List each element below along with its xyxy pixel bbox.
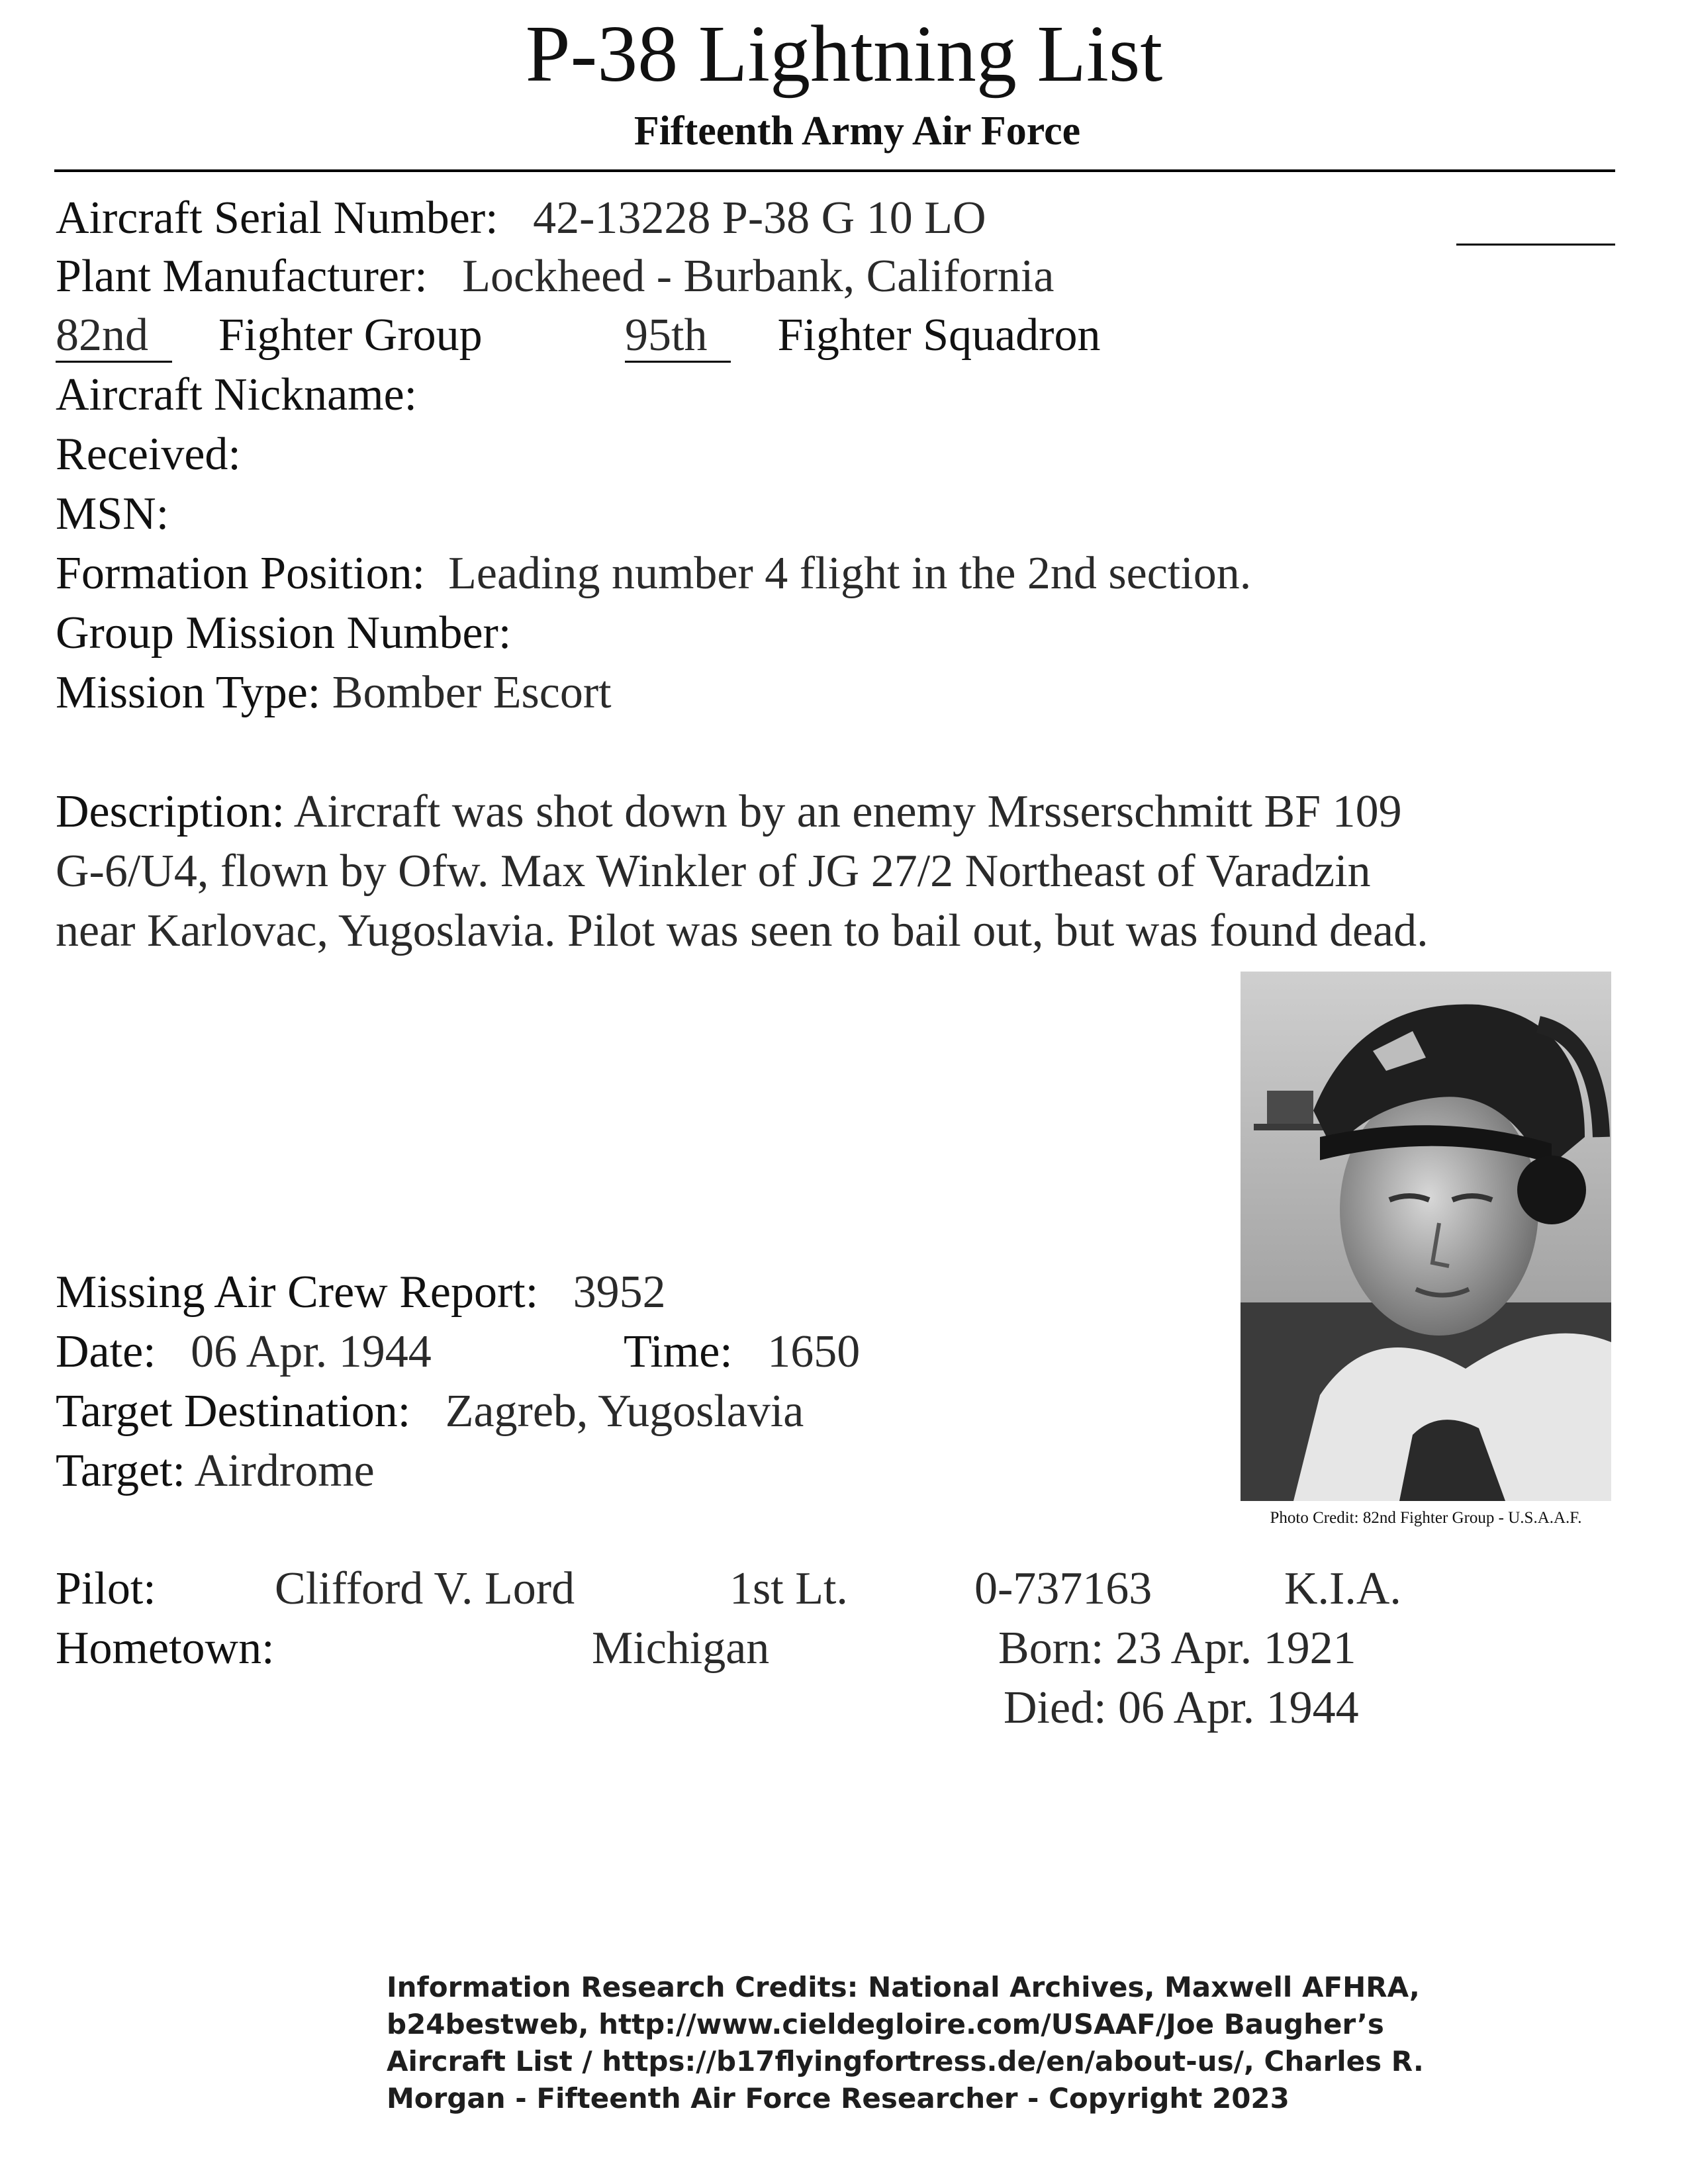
serial-row	[56, 189, 986, 248]
macr-row	[56, 1263, 666, 1322]
description-line-3: near Karlovac, Yugoslavia. Pilot was seen to bail out, but was found dead.	[56, 905, 1429, 956]
page-subtitle: Fifteenth Army Air Force	[633, 109, 1081, 154]
manufacturer-value: Lockheed - Burbank, California	[462, 251, 1055, 302]
description-line-2: G-6/U4, flown by Ofw. Max Winkler of JG 27/2 Northeast of Varadzin	[56, 846, 1371, 897]
target-value: Airdrome	[194, 1445, 375, 1496]
date-row	[56, 1322, 432, 1382]
pilot-photo	[1241, 972, 1611, 1501]
pilot-serial: 0-737163	[974, 1563, 1152, 1614]
pilot-rank: 1st Lt.	[729, 1563, 848, 1614]
mission-type-label: Mission Type:	[56, 667, 321, 718]
group-label: Fighter Group	[218, 310, 483, 361]
pilot-status: K.I.A.	[1284, 1563, 1401, 1614]
macr-label: Missing Air Crew Report:	[56, 1267, 539, 1318]
credits-line-1: Information Research Credits: National Archives, Maxwell AFHRA,	[387, 1971, 1420, 2003]
formation-row	[56, 544, 1251, 604]
photo-credit: Photo Credit: 82nd Fighter Group - U.S.A.A.F.	[1270, 1509, 1582, 1527]
pilot-portrait-image	[1241, 972, 1611, 1501]
squadron-label: Fighter Squadron	[777, 310, 1101, 361]
page-title: P-38 Lightning List	[525, 9, 1163, 99]
description-label: Description:	[56, 786, 285, 837]
group-row	[56, 306, 483, 365]
date-value: 06 Apr. 1944	[191, 1326, 432, 1377]
manufacturer-row	[56, 247, 1054, 306]
pilot-died: Died: 06 Apr. 1944	[1004, 1682, 1359, 1733]
hometown-value: Michigan	[592, 1623, 770, 1674]
pilot-label: Pilot:	[56, 1563, 156, 1614]
target-destination-value: Zagreb, Yugoslavia	[445, 1386, 804, 1437]
hometown-label: Hometown:	[56, 1623, 275, 1674]
group-number: 82nd	[56, 310, 172, 363]
time-value: 1650	[767, 1326, 861, 1377]
time-label: Time:	[624, 1326, 733, 1377]
date-label: Date:	[56, 1326, 156, 1377]
msn-label: MSN:	[56, 488, 169, 539]
serial-label: Aircraft Serial Number:	[56, 193, 498, 244]
header-divider	[54, 169, 1615, 172]
manufacturer-label: Plant Manufacturer:	[56, 251, 428, 302]
squadron-row	[625, 306, 1100, 365]
credits-line-4: Morgan - Fifteenth Air Force Researcher - Copyright 2023	[387, 2082, 1289, 2115]
mission-type-row	[56, 663, 612, 723]
squadron-number: 95th	[625, 310, 731, 363]
macr-value: 3952	[573, 1267, 666, 1318]
serial-value: 42-13228 P-38 G 10 LO	[533, 193, 986, 244]
target-destination-row	[56, 1382, 804, 1441]
description-line-1: Description: Aircraft was shot down by an enemy Mrsserschmitt BF 109	[56, 786, 1402, 837]
pilot-name: Clifford V. Lord	[275, 1563, 575, 1614]
mission-type-value: Bomber Escort	[332, 667, 612, 718]
credits-line-3: Aircraft List / https://b17flyingfortress.de/en/about-us/, Charles R.	[387, 2045, 1424, 2077]
credits-line-2: b24bestweb, http://www.cieldegloire.com/USAAF/Joe Baugher’s	[387, 2008, 1384, 2040]
pilot-born: Born: 23 Apr. 1921	[998, 1623, 1356, 1674]
received-label: Received:	[56, 429, 241, 480]
serial-blank-line	[1456, 200, 1615, 246]
target-row	[56, 1441, 375, 1501]
time-row	[624, 1322, 860, 1382]
target-label: Target:	[56, 1445, 185, 1496]
target-destination-label: Target Destination:	[56, 1386, 411, 1437]
formation-value: Leading number 4 flight in the 2nd section.	[448, 548, 1252, 599]
group-mission-label: Group Mission Number:	[56, 608, 512, 659]
nickname-label: Aircraft Nickname:	[56, 369, 418, 420]
formation-label: Formation Position:	[56, 548, 426, 599]
research-credits	[387, 1969, 1424, 2117]
